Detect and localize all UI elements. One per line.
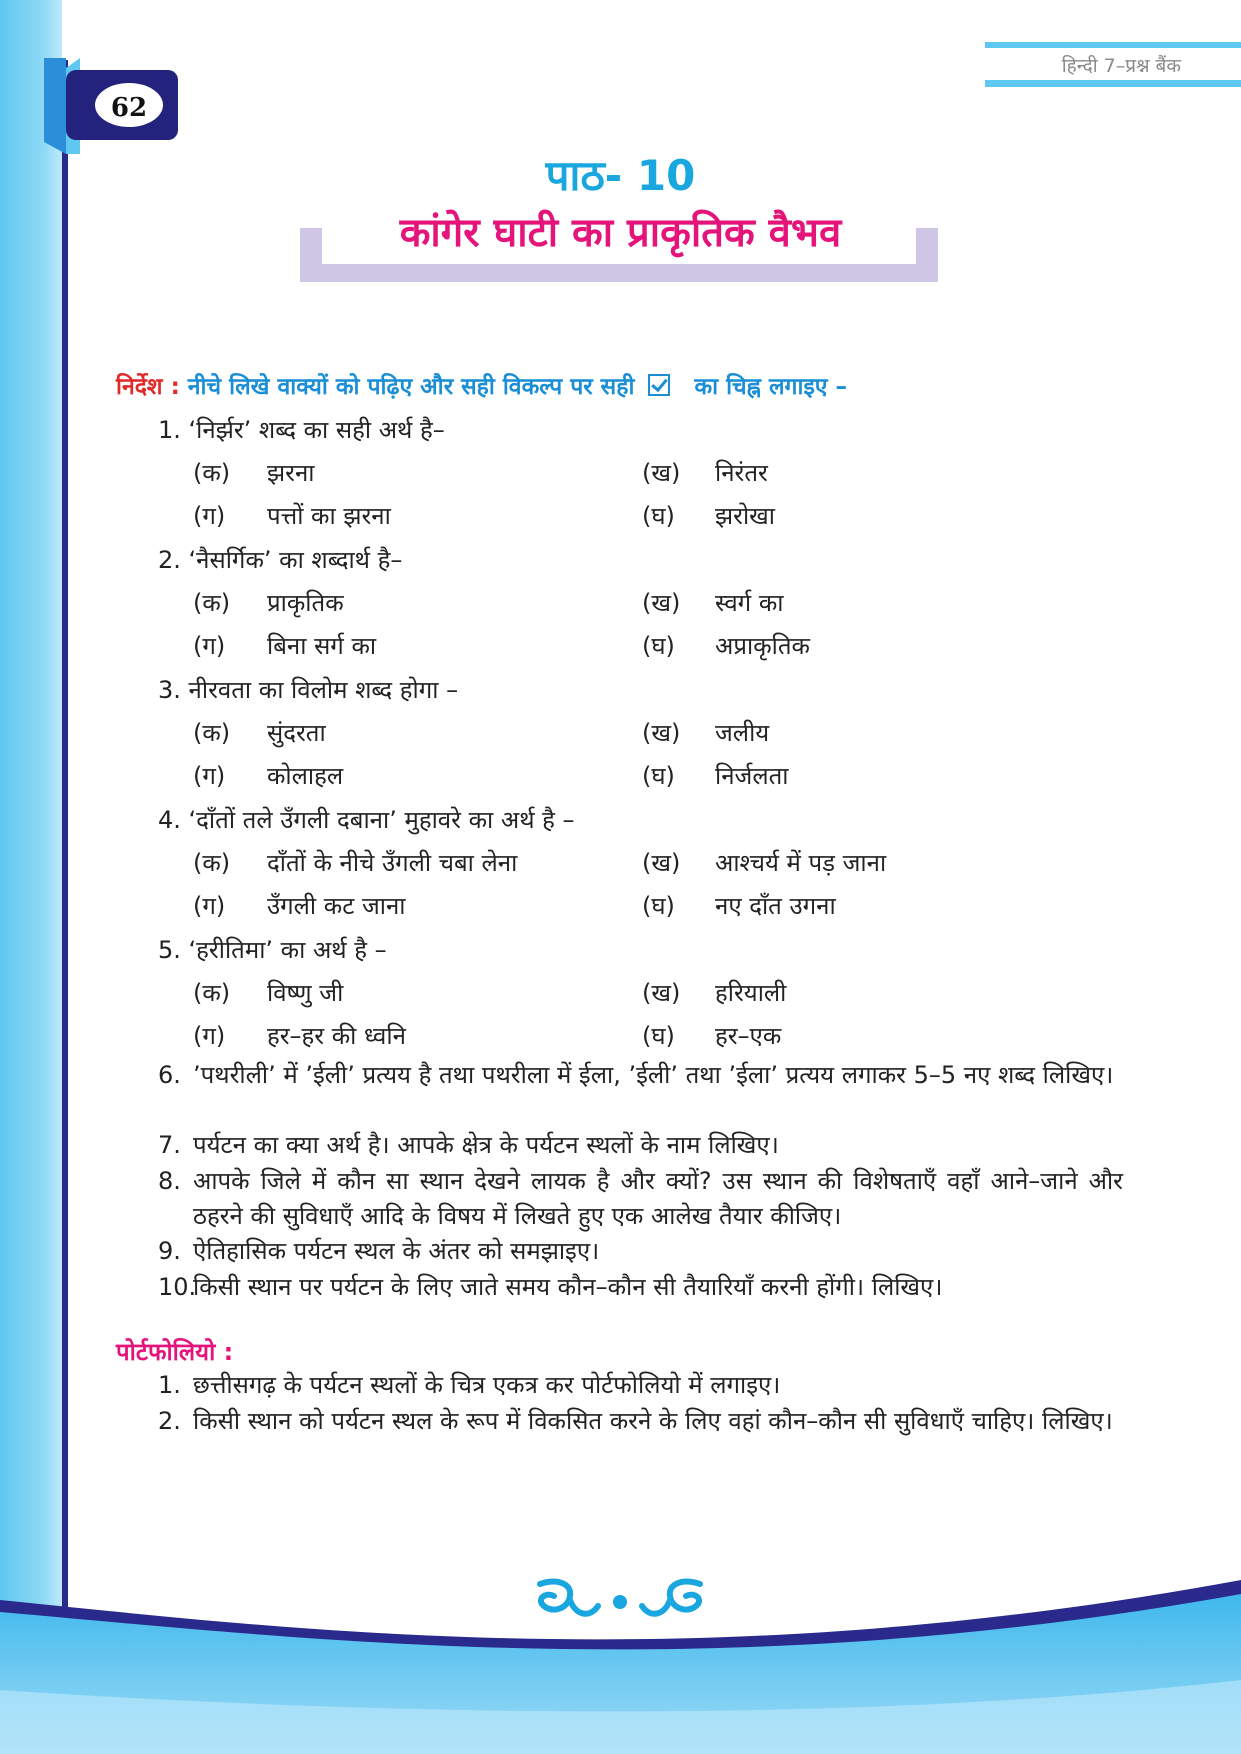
option-text: हर–हर की ध्वनि: [267, 1022, 406, 1050]
decorative-ornament-icon: [520, 1570, 720, 1630]
option-text: विष्णु जी: [267, 979, 344, 1007]
long-question-number: 7.: [158, 1131, 181, 1159]
option-text: सुंदरता: [267, 719, 326, 747]
question-number: 4.: [158, 806, 181, 834]
option-text: झरोखा: [715, 502, 776, 530]
question-text: ‘नैसर्गिक’ का शब्दार्थ है–: [188, 546, 403, 574]
option-text: प्राकृतिक: [267, 589, 344, 617]
page-number: 62: [110, 93, 148, 123]
option-marker: (घ): [642, 502, 675, 530]
option-marker: (क): [193, 979, 231, 1007]
option-text: दाँतों के नीचे उँगली चबा लेना: [267, 849, 518, 877]
portfolio-item-text: किसी स्थान को पर्यटन स्थल के रूप में विकसित करने के लिए वहां कौन–कौन सी सुविधाएँ चाहिए। लिखिए।: [193, 1407, 1113, 1435]
long-question-number: 6.: [158, 1061, 181, 1089]
option-marker: (घ): [642, 1022, 675, 1050]
question-number: 5.: [158, 936, 181, 964]
long-question-text: ऐतिहासिक पर्यटन स्थल के अंतर को समझाइए।: [193, 1237, 600, 1265]
instruction-line: [116, 369, 847, 401]
header-bar-bottom: [985, 80, 1241, 87]
option-marker: (घ): [642, 632, 675, 660]
long-question-text: किसी स्थान पर पर्यटन के लिए जाते समय कौन–कौन सी तैयारियाँ करनी होंगी। लिखिए।: [193, 1273, 943, 1301]
question-number: 2.: [158, 546, 181, 574]
option-marker: (ग): [193, 632, 226, 660]
long-question-text: आपके जिले में कौन सा स्थान देखने लायक है और क्यों? उस स्थान की विशेषताएँ वहाँ आने–जाने और ठहरने की सुविधाएँ आदि के विषय में लिखते हुए एक आलेख तैयार कीजिए।: [193, 1167, 1123, 1230]
option-marker: (ख): [642, 459, 681, 487]
option-text: नए दाँत उगना: [715, 892, 836, 920]
left-decorative-strip: [0, 0, 62, 1754]
mcq-question: [158, 803, 575, 836]
question-number: 1.: [158, 416, 181, 444]
instruction-text-end: का चिह्न लगाइए –: [694, 374, 847, 400]
option-marker: (ख): [642, 979, 681, 1007]
instruction-text: नीचे लिखे वाक्यों को पढ़िए और सही विकल्प पर सही: [187, 374, 635, 400]
portfolio-heading: पोर्टफोलियो :: [116, 1338, 234, 1366]
option-text: निर्जलता: [715, 762, 789, 790]
mcq-question: [158, 543, 402, 576]
option-marker: (क): [193, 459, 231, 487]
long-question-number: 10.: [158, 1273, 197, 1301]
option-text: बिना सर्ग का: [267, 632, 377, 660]
option-text: हर–एक: [715, 1022, 782, 1050]
option-marker: (ग): [193, 502, 226, 530]
checkbox-checked-icon: [648, 374, 670, 396]
option-marker: (ख): [642, 589, 681, 617]
long-question-number: 8.: [158, 1167, 181, 1195]
option-marker: (क): [193, 849, 231, 877]
portfolio-item-number: 1.: [158, 1371, 181, 1399]
mcq-question: [158, 673, 458, 706]
option-text: जलीय: [715, 719, 770, 747]
question-text: ‘हरीतिमा’ का अर्थ है –: [188, 936, 387, 964]
portfolio-item-text: छत्तीसगढ़ के पर्यटन स्थलों के चित्र एकत्र कर पोर्टफोलियो में लगाइए।: [193, 1371, 781, 1399]
lesson-title: कांगेर घाटी का प्राकृतिक वैभव: [399, 210, 842, 256]
option-marker: (ख): [642, 849, 681, 877]
option-text: हरियाली: [715, 979, 787, 1007]
option-marker: (ग): [193, 762, 226, 790]
option-marker: (ग): [193, 1022, 226, 1050]
header-bar-top: [985, 42, 1241, 48]
question-text: ‘निर्झर’ शब्द का सही अर्थ है–: [188, 416, 445, 444]
option-text: उँगली कट जाना: [267, 892, 406, 920]
portfolio-item-number: 2.: [158, 1407, 181, 1435]
option-text: कोलाहल: [267, 762, 344, 790]
left-border-line: [62, 60, 68, 1620]
option-marker: (घ): [642, 762, 675, 790]
book-label: हिन्दी 7–प्रश्न बैंक: [1061, 55, 1181, 77]
option-marker: (ग): [193, 892, 226, 920]
lesson-number: पाठ- 10: [545, 151, 696, 200]
option-text: आश्चर्य में पड़ जाना: [715, 849, 887, 877]
option-text: अप्राकृतिक: [715, 632, 810, 660]
option-text: निरंतर: [715, 459, 768, 487]
option-text: स्वर्ग का: [715, 589, 784, 617]
mcq-question: [158, 933, 387, 966]
long-question-text: पर्यटन का क्या अर्थ है। आपके क्षेत्र के पर्यटन स्थलों के नाम लिखिए।: [193, 1131, 779, 1159]
instruction-label: निर्देश :: [116, 374, 180, 400]
option-text: झरना: [267, 459, 315, 487]
long-question-text: ’पथरीली’ में ’ईली’ प्रत्यय है तथा पथरीला में ईला, ’ईली’ तथा ’ईला’ प्रत्यय लगाकर 5–5 नए शब्द लिखिए।: [193, 1061, 1114, 1089]
question-number: 3.: [158, 676, 181, 704]
question-text: नीरवता का विलोम शब्द होगा –: [188, 676, 459, 704]
option-marker: (ख): [642, 719, 681, 747]
option-marker: (घ): [642, 892, 675, 920]
option-text: पत्तों का झरना: [267, 502, 391, 530]
option-marker: (क): [193, 589, 231, 617]
long-question-number: 9.: [158, 1237, 181, 1265]
option-marker: (क): [193, 719, 231, 747]
mcq-question: [158, 413, 445, 446]
question-text: ‘दाँतों तले उँगली दबाना’ मुहावरे का अर्थ है –: [188, 806, 575, 834]
